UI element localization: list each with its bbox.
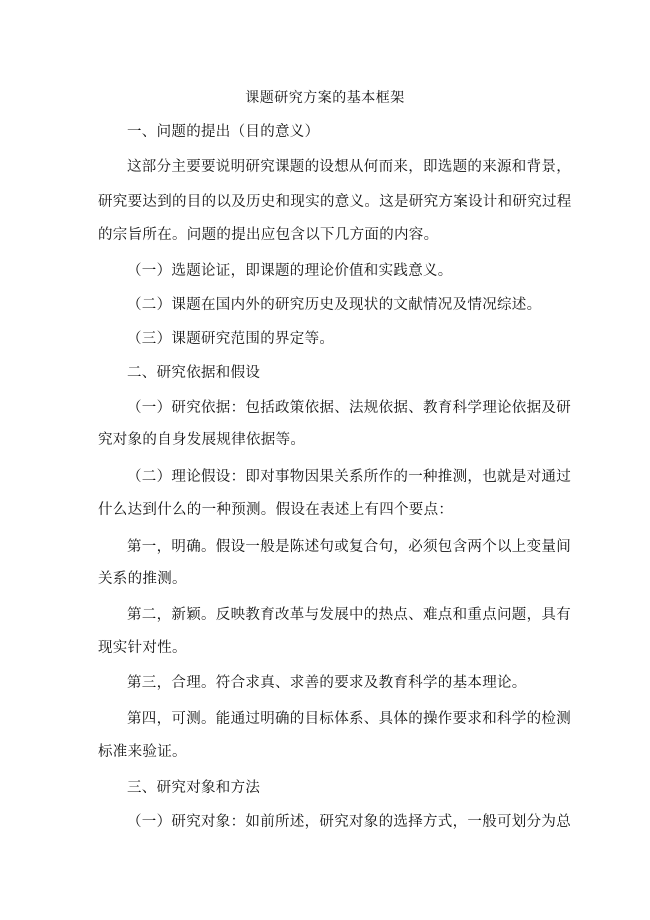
paragraph-line: 什么达到什么的一种预测。假设在表述上有四个要点： [98,502,454,518]
paragraph-line: 第二，新颖。反映教育改革与发展中的热点、难点和重点问题，具有 [127,607,571,623]
paragraph-line: 究对象的自身发展规律依据等。 [98,432,306,448]
paragraph-line: 第三，合理。符合求真、求善的要求及教育科学的基本理论。 [127,675,527,691]
paragraph-line: （一）研究依据：包括政策依据、法规依据、教育科学理论依据及研 [127,400,571,416]
list-item: （二）课题在国内外的研究历史及现状的文献情况及情况综述。 [127,297,542,313]
paragraph-line: 标准来验证。 [98,744,187,760]
section-heading: 一、问题的提出（目的意义） [127,124,320,140]
list-item: （一）选题论证，即课题的理论价值和实践意义。 [127,263,453,279]
paragraph-line: 第一，明确。假设一般是陈述句或复合句，必须包含两个以上变量间 [127,539,571,555]
section-heading: 三、研究对象和方法 [127,780,261,796]
paragraph-line: （一）研究对象：如前所述，研究对象的选择方式，一般可划分为总 [127,814,571,830]
paragraph-line: 关系的推测。 [98,571,187,587]
paragraph-line: 的宗旨所在。问题的提出应包含以下几方面的内容。 [98,227,439,243]
paragraph-line: 研究要达到的目的以及历史和现实的意义。这是研究方案设计和研究过程 [98,194,572,210]
section-heading: 二、研究依据和假设 [127,365,261,381]
paragraph-line: （二）理论假设：即对事物因果关系所作的一种推测，也就是对通过 [127,469,571,485]
paragraph-line: 现实针对性。 [98,640,187,656]
paragraph-line: 第四，可测。能通过明确的目标体系、具体的操作要求和科学的检测 [127,711,571,727]
document-title: 课题研究方案的基本框架 [245,90,405,106]
paragraph-line: 这部分主要要说明研究课题的设想从何而来，即选题的来源和背景， [127,159,571,175]
list-item: （三）课题研究范围的界定等。 [127,331,335,347]
